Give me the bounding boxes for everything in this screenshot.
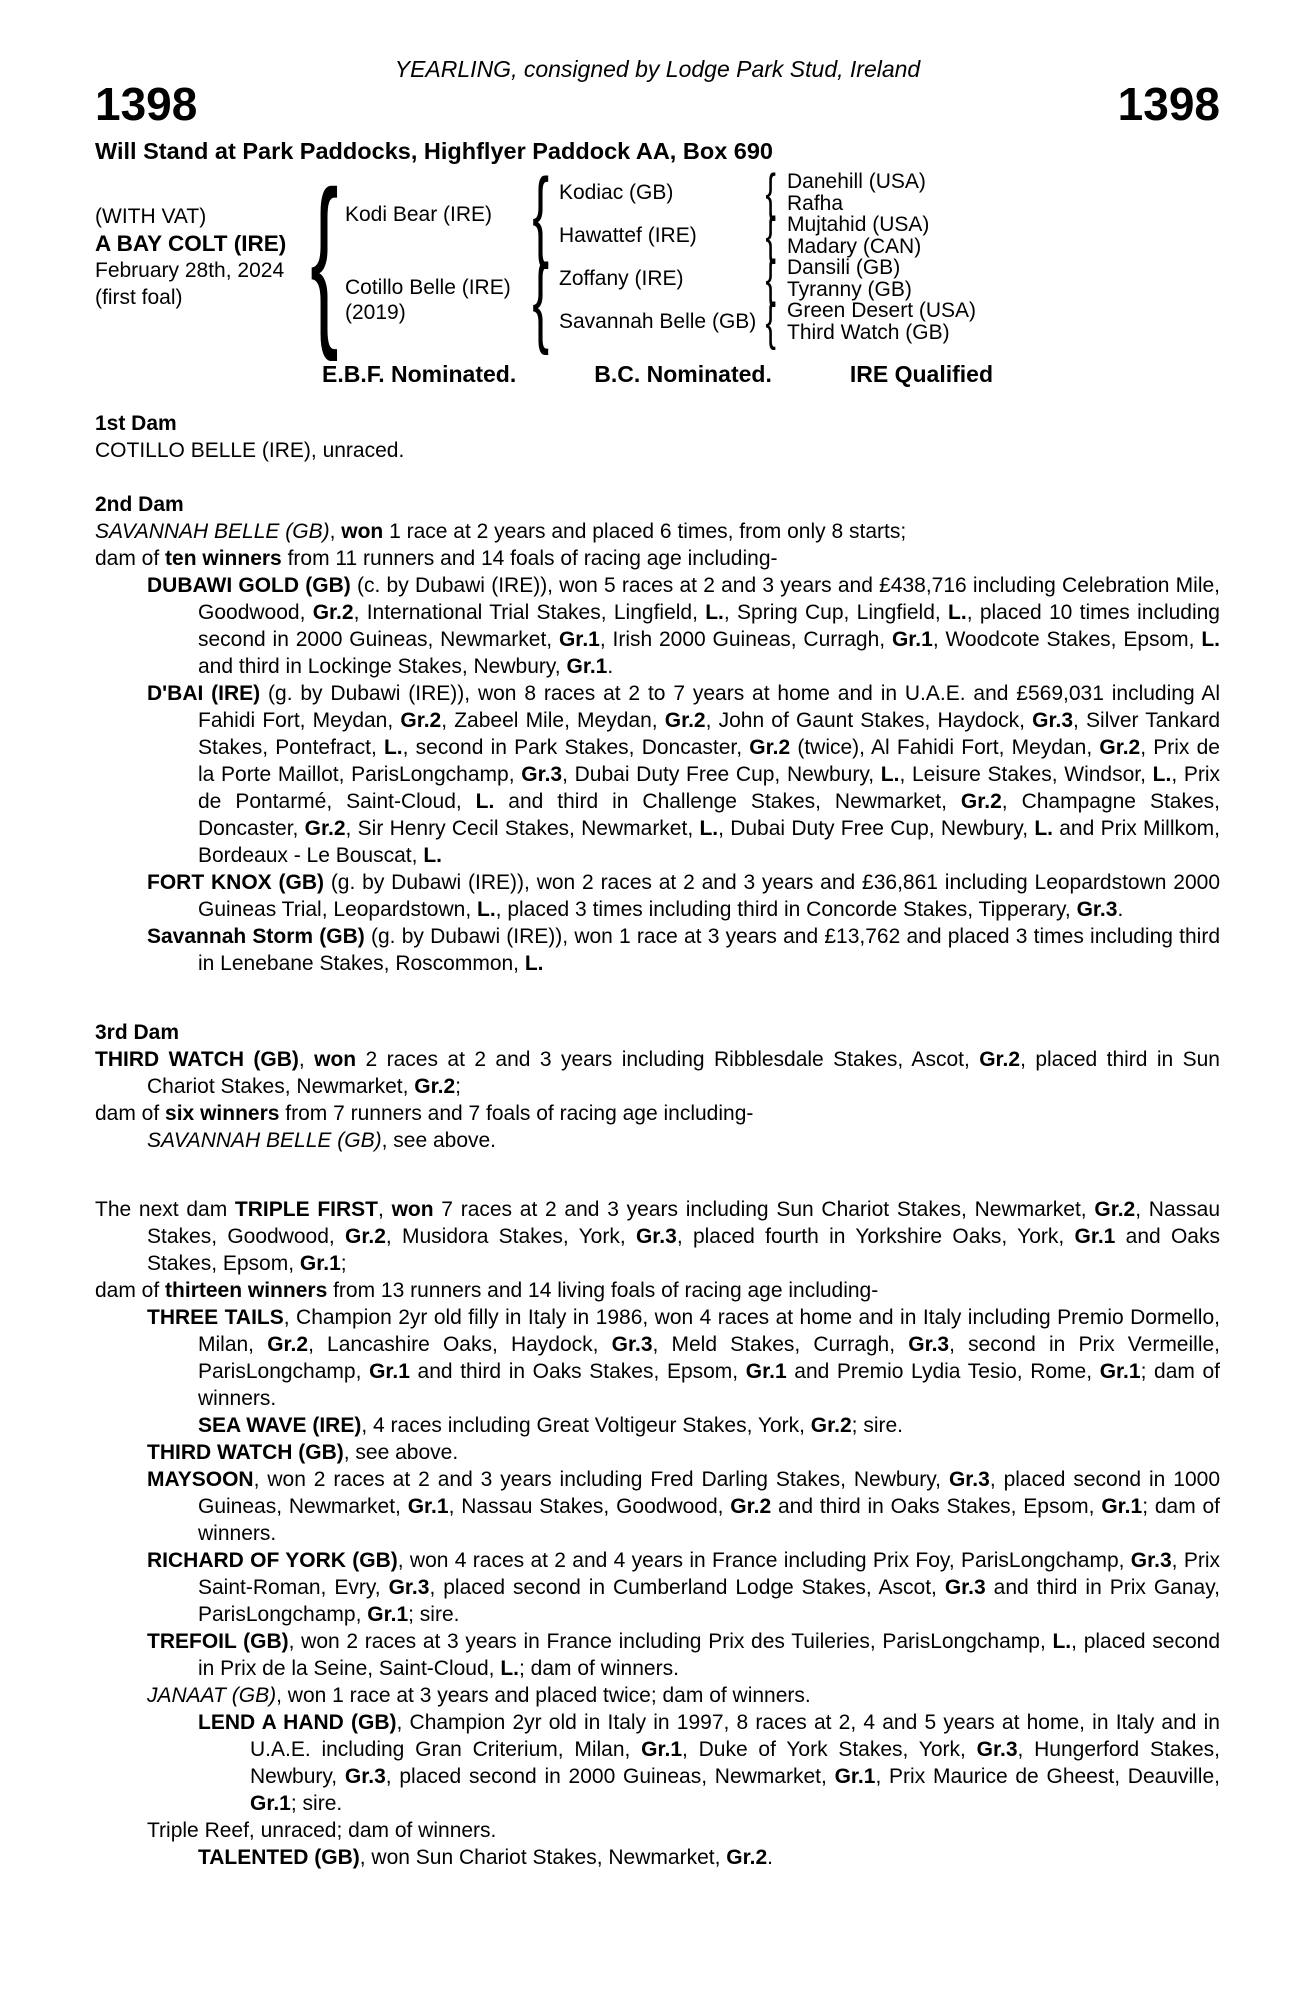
section-heading: 2nd Dam <box>95 493 184 516</box>
pedigree-paragraph: COTILLO BELLE (IRE), unraced. <box>95 439 405 462</box>
vat-note: (WITH VAT) <box>95 205 207 228</box>
pedigree-paragraph: THREE TAILS, Champion 2yr old filly in Italy in 1986, won 4 races at home and in Italy including Premio Dormello, Milan, Gr.2, Lancashire Oaks, Haydock, Gr.3, Meld Stakes, Curragh, Gr.3, second in Prix Vermeille, ParisLongchamp, Gr.1 and third in Oaks Stakes, Epsom, Gr.1 and Premio Lydia Tesio, Rome, Gr.1; dam of winners. <box>147 1306 1221 1410</box>
pedigree-tree <box>95 152 1220 362</box>
ancestor-name: Danehill (USA) <box>787 170 926 193</box>
foaling-date: February 28th, 2024 <box>95 259 285 282</box>
pedigree-paragraph: D'BAI (IRE) (g. by Dubawi (IRE)), won 8 races at 2 to 7 years at home and in U.A.E. and £569,031 including Al Fahidi Fort, Meydan, Gr.2, Zabeel Mile, Meydan, Gr.2, John of Gaunt Stakes, Haydock, Gr.3, Silver Tankard Stakes, Pontefract, L., second in Park Stakes, Doncaster, Gr.2 (twice), Al Fahidi Fort, Meydan, Gr.2, Prix de la Porte Maillot, ParisLongchamp, Gr.3, Dubai Duty Free Cup, Newbury, L., Leisure Stakes, Windsor, L., Prix de Pontarmé, Saint-Cloud, L. and third in Challenge Stakes, Newmarket, Gr.2, Champagne Stakes, Doncaster, Gr.2, Sir Henry Cecil Stakes, Newmarket, L., Dubai Duty Free Cup, Newbury, L. and Prix Millkom, Bordeaux - Le Bouscat, L. <box>147 682 1221 867</box>
dam-name-block <box>345 275 523 325</box>
stand-location-line: Will Stand at Park Paddocks, Highflyer Paddock AA, Box 690 <box>95 138 774 164</box>
dam-sire-parents <box>787 257 912 300</box>
sire-sire-name: Kodiac (GB) <box>559 181 674 204</box>
nominations-row <box>95 361 1220 388</box>
pedigree-paragraph: Savannah Storm (GB) (g. by Dubawi (IRE)), won 1 race at 3 years and £13,762 and placed 3 times including third in Lenebane Stakes, Roscommon, L. <box>147 925 1221 975</box>
ancestor-name: Dansili (GB) <box>787 256 901 279</box>
pedigree-paragraph: THIRD WATCH (GB), won 2 races at 2 and 3 years including Ribblesdale Stakes, Ascot, Gr.2, placed third in Sun Chariot Stakes, Newmarket, Gr.2; <box>95 1048 1220 1098</box>
pedigree-brace-sire-dam-icon: { <box>765 206 777 265</box>
section-heading: 1st Dam <box>95 412 177 435</box>
foal-note: (first foal) <box>95 286 183 309</box>
pedigree-paragraph: dam of ten winners from 11 runners and 14 foals of racing age including- <box>95 547 778 570</box>
consignment-line: YEARLING, consigned by Lodge Park Stud, Ireland <box>394 56 921 82</box>
dam-sire-name: Zoffany (IRE) <box>559 267 684 290</box>
sire-dam-name: Hawattef (IRE) <box>559 224 697 247</box>
sire-sire-branch <box>559 163 929 222</box>
ancestor-name: Tyranny (GB) <box>787 277 912 301</box>
pedigree-brace-gen1-icon: { <box>309 152 339 362</box>
pedigree-paragraph: JANAAT (GB), won 1 race at 3 years and placed twice; dam of winners. <box>147 1684 811 1707</box>
sire-dam-parents <box>787 214 929 257</box>
pedigree-brace-sire-sire-icon: { <box>765 163 777 222</box>
pedigree-brace-dam-sire-icon: { <box>765 249 777 308</box>
pedigree-paragraph: DUBAWI GOLD (GB) (c. by Dubawi (IRE)), won 5 races at 2 and 3 years and £438,716 including Celebration Mile, Goodwood, Gr.2, International Trial Stakes, Lingfield, L., Spring Cup, Lingfield, L., placed 10 times including second in 2000 Guineas, Newmarket, Gr.1, Irish 2000 Guineas, Curragh, Gr.1, Woodcote Stakes, Epsom, L. and third in Lockinge Stakes, Newbury, Gr.1. <box>147 574 1221 678</box>
ancestor-name: Mujtahid (USA) <box>787 213 930 236</box>
ancestor-name: Third Watch (GB) <box>787 320 950 344</box>
lot-number-row <box>95 78 1220 130</box>
pedigree-paragraph: SAVANNAH BELLE (GB), see above. <box>147 1129 497 1152</box>
pedigree-paragraph: FORT KNOX (GB) (g. by Dubawi (IRE)), won 2 races at 2 and 3 years and £36,861 including Leopardstown 2000 Guineas Trial, Leopardstown, L., placed 3 times including third in Concorde Stakes, Tipperary, Gr.3. <box>147 871 1220 921</box>
dam-dam-name: Savannah Belle (GB) <box>559 310 757 333</box>
ire-qualified-label: IRE Qualified <box>849 361 993 387</box>
pedigree-paragraph: TREFOIL (GB), won 2 races at 3 years in France including Prix des Tuileries, ParisLongchamp, L., placed second in Prix de la Seine, Saint-Cloud, L.; dam of winners. <box>147 1630 1220 1680</box>
pedigree-paragraph: SAVANNAH BELLE (GB), won 1 race at 2 years and placed 6 times, from only 8 starts; <box>95 520 907 543</box>
dam-year: (2019) <box>345 301 406 324</box>
bc-nominated-label: B.C. Nominated. <box>594 361 772 387</box>
section-paragraphs <box>95 1196 1220 1871</box>
pedigree-paragraph: dam of six winners from 7 runners and 7 foals of racing age including- <box>95 1102 754 1125</box>
dam-name: Cotillo Belle (IRE) <box>345 276 511 299</box>
section-next-dam <box>95 1196 1220 1871</box>
lot-number-right: 1398 <box>1117 78 1220 130</box>
pedigree-generation-2 <box>345 158 977 356</box>
dam-dam-parents <box>787 300 976 343</box>
ancestor-name: Madary (CAN) <box>787 234 922 258</box>
dam-parents <box>559 249 977 351</box>
section-paragraphs <box>95 1046 1220 1154</box>
pedigree-paragraph: MAYSOON, won 2 races at 2 and 3 years including Fred Darling Stakes, Newbury, Gr.3, placed second in 1000 Guineas, Newmarket, Gr.1, Nassau Stakes, Goodwood, Gr.2 and third in Oaks Stakes, Epsom, Gr.1; dam of winners. <box>147 1468 1221 1545</box>
pedigree-paragraph: TALENTED (GB), won Sun Chariot Stakes, Newmarket, Gr.2. <box>198 1846 773 1869</box>
pedigree-paragraph: Triple Reef, unraced; dam of winners. <box>147 1819 497 1842</box>
pedigree-paragraph: RICHARD OF YORK (GB), won 4 races at 2 and 4 years in France including Prix Foy, ParisLongchamp, Gr.3, Prix Saint-Roman, Evry, Gr.3, placed second in Cumberland Lodge Stakes, Ascot, Gr.3 and third in Prix Ganay, ParisLongchamp, Gr.1; sire. <box>147 1549 1220 1626</box>
pedigree-brace-dam-dam-icon: { <box>765 292 777 351</box>
sire-parents <box>559 163 930 265</box>
subject-horse-name: A BAY COLT (IRE) <box>95 231 287 256</box>
pedigree-brace-dam-icon: { <box>532 244 550 356</box>
pedigree-text <box>95 410 1220 1871</box>
lot-number-left: 1398 <box>95 78 198 130</box>
ancestor-name: Rafha <box>787 191 844 215</box>
pedigree-paragraph: The next dam TRIPLE FIRST, won 7 races at 2 and 3 years including Sun Chariot Stakes, Newmarket, Gr.2, Nassau Stakes, Goodwood, Gr.2, Musidora Stakes, York, Gr.3, placed fourth in Yorkshire Oaks, York, Gr.1 and Oaks Stakes, Epsom, Gr.1; <box>95 1198 1221 1275</box>
section-second-dam <box>95 491 1220 977</box>
ebf-nominated-label: E.B.F. Nominated. <box>321 361 517 387</box>
pedigree-subject-info <box>95 203 303 311</box>
sire-sire-parents <box>787 171 926 214</box>
section-first-dam <box>95 410 1220 464</box>
section-third-dam <box>95 1019 1220 1154</box>
section-paragraphs <box>95 437 1220 464</box>
pedigree-paragraph: LEND A HAND (GB), Champion 2yr old in Italy in 1997, 8 races at 2, 4 and 5 years at home, in Italy and in U.A.E. including Gran Criterium, Milan, Gr.1, Duke of York Stakes, York, Gr.3, Hungerford Stakes, Newbury, Gr.3, placed second in 2000 Guineas, Newmarket, Gr.1, Prix Maurice de Gheest, Deauville, Gr.1; sire. <box>198 1711 1220 1815</box>
dam-dam-branch <box>559 292 977 351</box>
sire-name: Kodi Bear (IRE) <box>345 202 493 226</box>
pedigree-paragraph: THIRD WATCH (GB), see above. <box>147 1441 459 1464</box>
pedigree-paragraph: dam of thirteen winners from 13 runners and 14 living foals of racing age including- <box>95 1279 879 1302</box>
ancestor-name: Green Desert (USA) <box>787 299 977 322</box>
pedigree-brace-sire-icon: { <box>532 158 550 270</box>
section-paragraphs <box>95 518 1220 977</box>
section-heading: 3rd Dam <box>95 1021 180 1044</box>
sire-dam-branch <box>559 206 930 265</box>
pedigree-paragraph: SEA WAVE (IRE), 4 races including Great Voltigeur Stakes, York, Gr.2; sire. <box>198 1414 903 1437</box>
